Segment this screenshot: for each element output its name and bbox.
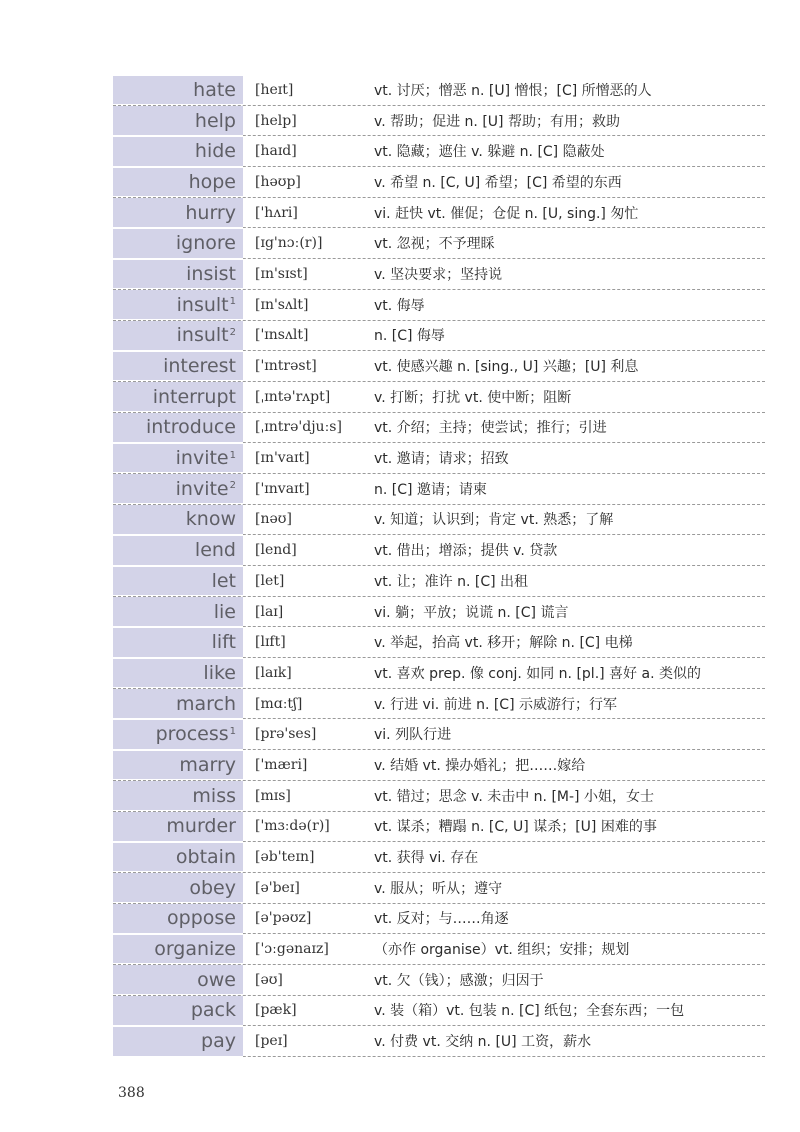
phonetic: [əʊ] [255, 971, 283, 988]
definition: v. 举起，抬高 vt. 移开；解除 n. [C] 电梯 [374, 635, 633, 652]
phonetic: ['ɔːgənaɪz] [255, 941, 329, 958]
headword-text: organize [154, 938, 236, 961]
headword-text: hate [193, 78, 236, 101]
headword-text: pack [190, 999, 236, 1022]
definition: vi. 躺；平放；说谎 n. [C] 谎言 [374, 604, 569, 621]
definition: vt. 隐藏；遮住 v. 躲避 n. [C] 隐蔽处 [374, 144, 605, 161]
vocab-row [113, 873, 765, 904]
headword-text: interest [163, 355, 236, 378]
headword [113, 904, 243, 934]
phonetic: [haɪd] [255, 143, 297, 160]
vocab-row [113, 812, 765, 843]
headword [113, 996, 243, 1026]
headword-text: know [185, 508, 236, 531]
vocab-row [113, 719, 765, 750]
headword-text: invite [175, 447, 229, 470]
definition: vt. 忽视；不予理睬 [374, 236, 495, 253]
headword-text: murder [166, 815, 236, 838]
phonetic: ['ɪnsʌlt] [255, 327, 309, 344]
headword-text: owe [197, 968, 236, 991]
headword-text: ignore [175, 232, 236, 255]
homograph-number: 1 [229, 296, 236, 308]
phonetic: [həʊp] [255, 173, 301, 190]
headword [113, 505, 243, 535]
definition: v. 服从；听从；遵守 [374, 880, 503, 897]
vocab-row [113, 689, 765, 720]
definition: v. 知道；认识到；肯定 vt. 熟悉；了解 [374, 512, 614, 529]
definition: vt. 介绍；主持；使尝试；推行；引进 [374, 420, 607, 437]
vocab-row [113, 597, 765, 628]
homograph-number: 2 [229, 480, 236, 492]
phonetic: [nəʊ] [255, 511, 292, 528]
definition: vt. 获得 vi. 存在 [374, 850, 479, 867]
headword [113, 720, 243, 750]
vocab-row [113, 75, 765, 106]
vocab-row [113, 750, 765, 781]
headword [113, 76, 243, 106]
phonetic: [mɪs] [255, 787, 291, 804]
phonetic: [ɪg'nɔː(r)] [255, 235, 323, 252]
vocab-row [113, 382, 765, 413]
headword [113, 567, 243, 597]
phonetic: [ˌɪntrə'djuːs] [255, 419, 342, 436]
definition: （亦作 organise）vt. 组织；安排；规划 [374, 942, 630, 959]
vocab-row [113, 106, 765, 137]
phonetic: [help] [255, 112, 297, 129]
headword [113, 536, 243, 566]
headword [113, 352, 243, 382]
phonetic: [əb'teɪn] [255, 849, 315, 866]
phonetic: ['hʌri] [255, 204, 298, 221]
phonetic: [let] [255, 572, 285, 589]
headword [113, 106, 243, 136]
headword-text: oppose [167, 907, 236, 930]
phonetic: [ˌɪntə'rʌpt] [255, 388, 331, 405]
vocab-row [113, 904, 765, 935]
headword [113, 843, 243, 873]
headword-text: march [175, 692, 236, 715]
phonetic: [laɪk] [255, 664, 292, 681]
headword-text: insult [176, 324, 229, 347]
phonetic: [ɪn'vaɪt] [255, 450, 310, 467]
vocab-row [113, 781, 765, 812]
phonetic: [ə'beɪ] [255, 879, 300, 896]
headword-text: help [194, 109, 236, 132]
vocab-row [113, 535, 765, 566]
phonetic: [ɪn'sʌlt] [255, 296, 309, 313]
vocab-row [113, 474, 765, 505]
headword [113, 198, 243, 228]
headword [113, 628, 243, 658]
vocab-row [113, 965, 765, 996]
definition: vi. 赶快 vt. 催促；仓促 n. [U, sing.] 匆忙 [374, 205, 639, 222]
headword-text: lie [213, 600, 236, 623]
vocab-row [113, 290, 765, 321]
definition: v. 帮助；促进 n. [U] 帮助；有用；救助 [374, 113, 620, 130]
headword-text: invite [175, 477, 229, 500]
headword-text: hope [188, 170, 236, 193]
vocab-row [113, 658, 765, 689]
headword-text: interrupt [152, 385, 236, 408]
definition: vt. 错过；思念 v. 未击中 n. [M-] 小姐，女士 [374, 788, 654, 805]
phonetic: [heɪt] [255, 81, 294, 98]
headword [113, 812, 243, 842]
definition: vt. 邀请；请求；招致 [374, 451, 509, 468]
headword [113, 474, 243, 504]
definition: v. 装（箱）vt. 包装 n. [C] 纸包；全套东西；一包 [374, 1003, 685, 1020]
definition: n. [C] 侮辱 [374, 328, 445, 345]
vocabulary-table [113, 75, 765, 1057]
definition: vt. 谋杀；糟蹋 n. [C, U] 谋杀；[U] 困难的事 [374, 819, 657, 836]
phonetic: [lend] [255, 542, 297, 559]
headword-text: hide [194, 140, 236, 163]
vocab-row [113, 321, 765, 352]
headword [113, 935, 243, 965]
definition: vt. 侮辱 [374, 297, 425, 314]
definition: v. 付费 vt. 交纳 n. [U] 工资，薪水 [374, 1034, 592, 1051]
phonetic: [laɪ] [255, 603, 284, 620]
definition: v. 结婚 vt. 操办婚礼；把……嫁给 [374, 757, 586, 774]
phonetic: ['mæri] [255, 756, 308, 773]
definition: vt. 讨厌；憎恶 n. [U] 憎恨；[C] 所憎恶的人 [374, 82, 652, 99]
headword [113, 137, 243, 167]
phonetic: [mɑːtʃ] [255, 695, 303, 712]
vocab-row [113, 351, 765, 382]
headword [113, 382, 243, 412]
definition: vi. 列队行进 [374, 727, 452, 744]
phonetic: [ɪn'sɪst] [255, 265, 308, 282]
vocab-row [113, 443, 765, 474]
headword-text: marry [179, 753, 236, 776]
page-number: 388 [118, 1085, 145, 1101]
headword [113, 321, 243, 351]
headword-text: miss [192, 784, 236, 807]
definition: vt. 欠（钱）；感激；归因于 [374, 972, 544, 989]
definition: v. 打断；打扰 vt. 使中断；阻断 [374, 389, 572, 406]
headword-text: obey [189, 876, 236, 899]
headword [113, 413, 243, 443]
headword [113, 751, 243, 781]
headword-text: process [155, 723, 229, 746]
phonetic: [pæk] [255, 1002, 297, 1019]
headword [113, 444, 243, 474]
headword-text: introduce [145, 416, 236, 439]
vocab-row [113, 228, 765, 259]
vocab-row [113, 934, 765, 965]
phonetic: ['mɜːdə(r)] [255, 818, 330, 835]
definition: v. 坚决要求；坚持说 [374, 266, 503, 283]
vocab-row [113, 566, 765, 597]
vocab-row [113, 842, 765, 873]
vocab-row [113, 996, 765, 1027]
headword [113, 1027, 243, 1057]
vocab-row [113, 198, 765, 229]
vocab-row [113, 1026, 765, 1057]
definition: v. 行进 vi. 前进 n. [C] 示威游行；行军 [374, 696, 617, 713]
phonetic: [prə'ses] [255, 726, 317, 743]
headword [113, 229, 243, 259]
headword [113, 168, 243, 198]
headword [113, 290, 243, 320]
headword-text: insult [176, 293, 229, 316]
headword [113, 873, 243, 903]
headword [113, 260, 243, 290]
phonetic: [lɪft] [255, 634, 286, 651]
phonetic: ['ɪntrəst] [255, 358, 317, 375]
definition: vt. 使感兴趣 n. [sing., U] 兴趣；[U] 利息 [374, 359, 639, 376]
vocab-row [113, 136, 765, 167]
homograph-number: 1 [229, 725, 236, 737]
headword-text: insist [186, 262, 236, 285]
headword [113, 965, 243, 995]
vocab-row [113, 167, 765, 198]
homograph-number: 1 [229, 449, 236, 461]
headword [113, 689, 243, 719]
homograph-number: 2 [229, 326, 236, 338]
headword-text: obtain [175, 846, 236, 869]
headword-text: let [211, 569, 236, 592]
definition: n. [C] 邀请；请柬 [374, 481, 487, 498]
vocab-row [113, 259, 765, 290]
vocab-row [113, 413, 765, 444]
phonetic: [peɪ] [255, 1033, 288, 1050]
headword-text: pay [201, 1030, 236, 1053]
headword-text: like [203, 661, 236, 684]
headword [113, 781, 243, 811]
definition: vt. 让；准许 n. [C] 出租 [374, 573, 529, 590]
definition: vt. 借出；增添；提供 v. 贷款 [374, 543, 558, 560]
definition: v. 希望 n. [C, U] 希望；[C] 希望的东西 [374, 174, 622, 191]
headword-text: hurry [185, 201, 236, 224]
definition: vt. 喜欢 prep. 像 conj. 如同 n. [pl.] 喜好 a. 类似的 [374, 665, 701, 682]
headword-text: lend [194, 539, 236, 562]
headword [113, 597, 243, 627]
vocab-row [113, 627, 765, 658]
definition: vt. 反对；与……角逐 [374, 911, 509, 928]
vocab-row [113, 505, 765, 536]
phonetic: ['ɪnvaɪt] [255, 480, 310, 497]
headword-text: lift [211, 631, 236, 654]
headword [113, 659, 243, 689]
phonetic: [ə'pəʊz] [255, 910, 312, 927]
